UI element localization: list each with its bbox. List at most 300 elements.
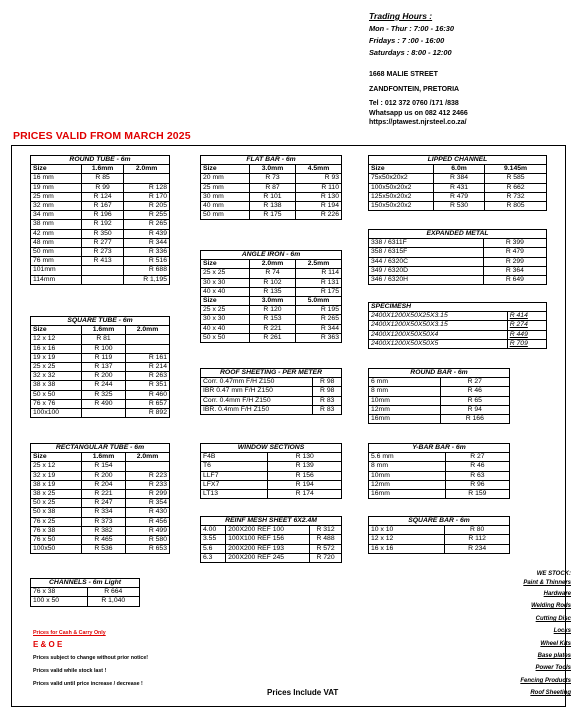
table-row [369,405,510,414]
row-price: R 167 [82,202,124,211]
reinf-mesh-table [200,516,342,563]
page-title: PRICES VALID FROM MARCH 2025 [13,130,191,142]
row-price: R 175 [296,287,342,296]
table-row [369,453,510,462]
stock-item: Locks [553,628,571,635]
table-row [31,202,170,211]
row-price: R 261 [250,333,296,342]
row-label: 8 mm [369,387,441,396]
row-price: R 100 [82,344,126,353]
table-row [201,396,342,405]
row-label: 338 / 6311F [369,239,484,248]
row-price: R 384 [434,174,485,183]
row-label: 42 mm [31,229,82,238]
table-title: ROUND BAR - 6m [369,369,510,378]
y-bar-table [368,443,510,499]
address-block [369,70,468,128]
table-row [31,480,170,489]
table-row [31,220,170,229]
table-row [369,387,510,396]
row-label: 16mm [369,490,446,499]
col-size: Size [369,165,434,174]
col-b: 2.0mm [124,165,170,174]
row-price: R 664 [87,588,139,597]
note-line: Prices valid while stock last ! [33,668,107,674]
row-price: R 130 [268,453,342,462]
row-price: R 226 [296,211,342,220]
row-price: R 85 [82,174,124,183]
col-b: 5.0mm [296,297,342,306]
table-row [31,471,170,480]
table-row [31,526,170,535]
table-row [201,453,342,462]
row-price: R 135 [250,287,296,296]
table-row [369,202,547,211]
row-price [126,335,170,344]
row-price [124,174,170,183]
row-label: 100x50 [31,545,82,554]
row-price: R 382 [82,526,126,535]
row-label: 19 x 19 [31,353,82,362]
table-row [31,344,170,353]
col-a: 3.0mm [250,165,296,174]
table-row [369,396,510,405]
row-price: R 87 [250,183,296,192]
row-price: R 170 [124,192,170,201]
row-label: 75x50x20x2 [369,174,434,183]
row-label: 38 x 38 [31,381,82,390]
row-price: R 46 [445,462,509,471]
row-price: R 516 [124,257,170,266]
row-price [82,275,124,284]
row-label: 25 x 12 [31,462,82,471]
row-price: R 334 [82,508,126,517]
row-price [126,344,170,353]
table-row [369,471,510,480]
table-row [201,174,342,183]
row-label: 3.55 [201,535,226,544]
row-price: R 490 [82,399,126,408]
row-label: 32 mm [31,202,82,211]
table-row [31,390,170,399]
row-price: R 81 [82,335,126,344]
table-row [369,490,510,499]
table-row [31,499,170,508]
stock-item: Hardware [543,591,571,597]
row-label: 12mm [369,480,446,489]
table-row [31,183,170,192]
row-label: Corr. 0.4mm F/H Z150 [201,396,313,405]
col-size: Size [31,326,82,335]
row-price: R 130 [296,192,342,201]
table-title: ANGLE IRON - 6m [201,251,342,260]
table-row [31,266,170,275]
row-price: R 430 [126,508,170,517]
row-label: 100x50x20x2 [369,183,434,192]
row-price: R 350 [82,229,124,238]
row-price: R 154 [82,462,126,471]
row-price: R 488 [310,535,342,544]
table-row [201,490,342,499]
table-row [31,229,170,238]
row-price: R 175 [250,211,296,220]
hours-line: Fridays : 7 :00 - 16:00 [369,36,445,45]
row-price: R 192 [82,220,124,229]
table-row [201,480,342,489]
row-label: 346 / 6320H [369,276,484,285]
stock-item: Welding Rods [531,603,571,610]
row-price: R 336 [124,248,170,257]
row-label: 50 x 50 [201,333,250,342]
row-label: 16 mm [31,174,82,183]
stock-item: Cutting Disc [535,615,571,622]
row-price: R 139 [268,462,342,471]
table-row [31,536,170,545]
row-price: R 119 [82,353,126,362]
row-label: 40 x 40 [201,287,250,296]
table-row [201,553,342,562]
vat-note: Prices Include VAT [267,688,339,697]
row-price: R 27 [445,453,509,462]
row-label: 5.6 [201,544,226,553]
city: ZANDFONTEIN, PRETORIA [369,85,460,93]
stock-item: Roof Sheeting [530,690,571,697]
row-price: R 244 [82,381,126,390]
row-price: R 265 [124,220,170,229]
angle-iron-table [200,250,342,343]
table-row [369,276,547,285]
row-label: 76 x 25 [31,517,82,526]
table-row [369,174,547,183]
col-a: 6.0m [434,165,485,174]
row-price: R 373 [82,517,126,526]
row-label: 25 mm [31,192,82,201]
row-label: 10mm [369,471,446,480]
row-price: R 195 [296,306,342,315]
table-row [369,192,547,201]
row-label: 32 x 32 [31,372,82,381]
row-label: 125x50x20x2 [369,192,434,201]
table-row [31,192,170,201]
row-label: 50 mm [31,248,82,257]
table-row [31,363,170,372]
eoe-note: E & O E [33,640,63,649]
row-price: R 74 [250,269,296,278]
row-label: 16 x 16 [31,344,82,353]
table-title: ROUND TUBE - 6m [31,156,170,165]
row-label: 34 mm [31,211,82,220]
table-row [31,597,140,606]
row-price: R 273 [82,248,124,257]
note-line: Prices subject to change without prior notice! [33,655,149,661]
row-price: R 460 [126,390,170,399]
row-label: IBR 0.47 mm F/H Z150 [201,387,313,396]
row-price: R 124 [82,192,124,201]
row-price: R 344 [296,324,342,333]
table-row [201,183,342,192]
col-size: Size [201,165,250,174]
row-price: R 1,195 [124,275,170,284]
table-row [369,378,510,387]
we-stock-title: WE STOCK: [536,571,571,577]
row-price: 100X100 REF 156 [226,535,310,544]
row-price [126,462,170,471]
roof-sheeting-table [200,368,342,415]
row-price: R 137 [82,363,126,372]
row-price: R 159 [445,490,509,499]
table-row [369,544,510,553]
table-row [31,211,170,220]
table-row [201,333,342,342]
window-sections-table [200,443,342,499]
table-row [31,238,170,247]
table-row [31,335,170,344]
row-label: 40 x 40 [201,324,250,333]
round-bar-table [368,368,510,424]
table-row [201,405,342,414]
table-row [31,248,170,257]
table-title: ROOF SHEETING - PER METER [201,369,342,378]
row-price: R 363 [296,333,342,342]
row-price: R 200 [82,471,126,480]
row-price: R 247 [82,499,126,508]
table-row [31,353,170,362]
table-row [31,508,170,517]
row-label: 50 x 25 [31,499,82,508]
row-label: 76 mm [31,257,82,266]
row-price: R 325 [82,390,126,399]
hours-line: Mon - Thur : 7:00 - 16:30 [369,24,455,33]
col-a: 1.6mm [82,165,124,174]
table-row [369,462,510,471]
row-price: R 112 [445,535,510,544]
stock-item: Wheel Kits [540,640,571,647]
col-b: 4.5mm [296,165,342,174]
row-label: 100 x 50 [31,597,88,606]
row-label: 101mm [31,266,82,275]
row-label: 25 mm [201,183,250,192]
row-price: R 131 [296,278,342,287]
row-price: R 431 [434,183,485,192]
row-price: R 221 [250,324,296,333]
channels-table [30,578,140,607]
row-label: 344 / 6320C [369,257,484,266]
row-price: R 892 [126,409,170,418]
table-row [369,257,547,266]
row-price: R 46 [440,387,509,396]
table-row [31,588,140,597]
row-price: R 479 [434,192,485,201]
whatsapp: Whatsapp us on 082 412 2466 [369,109,468,117]
square-bar-table [368,516,510,554]
row-price: R 662 [485,183,547,192]
row-label: 20 mm [201,174,250,183]
row-label: 2400X1200X50X50X5 [369,339,508,348]
specimesh-table [368,302,547,349]
stock-item: Paint & Thinners [523,580,571,586]
table-row [31,381,170,390]
website-link[interactable]: https://ptawest.njrsteel.co.za/ [369,119,467,127]
table-row [31,399,170,408]
row-label: IBR. 0.4mm F/H Z150 [201,405,313,414]
row-price: R 114 [296,269,342,278]
row-price: R 585 [485,174,547,183]
row-price: R 414 [507,312,546,321]
we-stock-list [461,570,571,700]
row-label: 4.00 [201,526,226,535]
table-row [201,192,342,201]
table-row [201,544,342,553]
row-price: R 413 [82,257,124,266]
row-price: R 138 [250,202,296,211]
table-row [201,535,342,544]
row-price: R 399 [483,239,546,248]
row-label: 6.3 [201,553,226,562]
row-price: R 530 [434,202,485,211]
row-price: R 277 [82,238,124,247]
row-price: R 344 [124,238,170,247]
stock-item: Power Tools [535,665,571,672]
hours-line: Saturdays : 8:00 - 12:00 [369,48,452,57]
row-price: R 166 [440,415,509,424]
row-price: R 73 [250,174,296,183]
table-row [201,278,342,287]
row-price: R 255 [124,211,170,220]
col-a: 1.6mm [82,453,126,462]
row-price: R 65 [440,396,509,405]
table-row [369,535,510,544]
table-title: CHANNELS - 6m Light [31,579,140,588]
row-label: 12 x 12 [31,335,82,344]
table-row [31,372,170,381]
square-tube-table [30,316,170,418]
col-a: 2.0mm [250,260,296,269]
row-label: 2400X1200X50X50X3.15 [369,321,508,330]
table-row [31,275,170,284]
table-row [369,330,547,339]
row-label: 150x50x20x2 [369,202,434,211]
row-label: 358 / 6315F [369,248,484,257]
row-price [82,409,126,418]
row-label: 38 x 19 [31,480,82,489]
row-price: R 351 [126,381,170,390]
round-tube-table [30,155,170,285]
row-price: R 653 [126,545,170,554]
table-row [201,324,342,333]
row-label: 40 mm [201,202,250,211]
row-label: 25 x 25 [31,363,82,372]
flat-bar-table [200,155,342,220]
row-label: 30 x 30 [201,278,250,287]
row-label: 50 x 50 [31,390,82,399]
table-row [369,266,547,275]
table-row [31,409,170,418]
row-price: R 312 [310,526,342,535]
row-price: R 94 [440,405,509,414]
row-label: LFX7 [201,480,268,489]
row-price: R 214 [126,363,170,372]
row-price: R 233 [126,480,170,489]
row-label: 2400X1200X50X25X3.15 [369,312,508,321]
row-price: R 196 [82,211,124,220]
row-price: R 649 [483,276,546,285]
row-price: R 27 [440,378,509,387]
row-label: 76 x 50 [31,536,82,545]
table-row [201,287,342,296]
row-price: R 572 [310,544,342,553]
row-label: 38 mm [31,220,82,229]
row-price: R 1,040 [87,597,139,606]
table-row [31,174,170,183]
row-price: R 657 [126,399,170,408]
row-price: R 274 [507,321,546,330]
row-label: 2400X1200X50X50X4 [369,330,508,339]
row-price: R 174 [268,490,342,499]
table-row [31,517,170,526]
row-price: R 364 [483,266,546,275]
row-label: F4B [201,453,268,462]
table-row [201,202,342,211]
row-price: R 805 [485,202,547,211]
table-row [31,490,170,499]
row-label: LLF7 [201,471,268,480]
row-label: 100x100 [31,409,82,418]
row-price: R 265 [296,315,342,324]
row-price: R 110 [296,183,342,192]
trading-hours [369,12,454,57]
table-title: EXPANDED METAL [369,230,547,239]
row-label: 19 mm [31,183,82,192]
note-line: Prices valid until price increase / decrease ! [33,681,143,687]
col-a: 1.6mm [82,326,126,335]
row-label: 349 / 6320D [369,266,484,275]
row-price: R 128 [124,183,170,192]
row-price: R 263 [126,372,170,381]
col-b: 2.5mm [296,260,342,269]
row-price: R 439 [124,229,170,238]
table-row [201,526,342,535]
row-price: R 80 [445,526,510,535]
col-size: Size [31,453,82,462]
row-price: R 221 [82,490,126,499]
table-row [31,257,170,266]
row-price: R 449 [507,330,546,339]
row-price: R 536 [82,545,126,554]
stock-item: Fencing Products [520,677,571,684]
row-price: R 499 [126,526,170,535]
row-label: 16 x 16 [369,544,445,553]
row-price: R 83 [313,396,342,405]
table-row [369,415,510,424]
row-label: 50 mm [201,211,250,220]
table-title: SPECIMESH [369,303,547,312]
row-price: R 161 [126,353,170,362]
trading-hours-title: Trading Hours : [369,11,433,21]
col-b: 9.145m [485,165,547,174]
cash-carry-note: Prices for Cash & Carry Only [33,630,106,636]
row-label: 25 x 25 [201,306,250,315]
row-label: LT13 [201,490,268,499]
table-row [31,462,170,471]
table-row [201,378,342,387]
table-title: FLAT BAR - 6m [201,156,342,165]
row-price: R 156 [268,471,342,480]
row-price [82,266,124,275]
table-title: LIPPED CHANNEL [369,156,547,165]
row-price: R 465 [82,536,126,545]
table-row [201,306,342,315]
row-label: 8 mm [369,462,446,471]
